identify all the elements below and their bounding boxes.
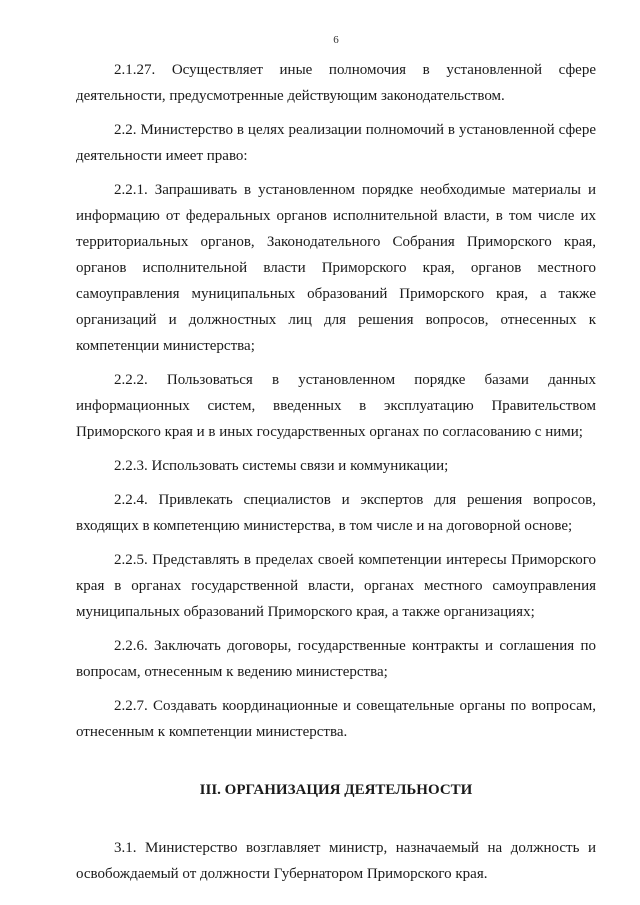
paragraph-2-1-27: 2.1.27. Осуществляет иные полномочия в установленной сфере деятельности, предусмотренные действующим законодательством. <box>76 62 596 104</box>
section-heading: III. ОРГАНИЗАЦИЯ ДЕЯТЕЛЬНОСТИ <box>199 782 473 798</box>
document-body <box>76 57 596 895</box>
paragraph-2-2-3: 2.2.3. Использовать системы связи и коммуникации; <box>114 458 449 474</box>
paragraph-2-2-5: 2.2.5. Представлять в пределах своей компетенции интересы Приморского края в органах государственной власти, органах местного самоуправления муниципальных образований Приморского края, а также организациях; <box>76 552 596 620</box>
paragraph-2-2-2: 2.2.2. Пользоваться в установленном порядке базами данных информационных систем, введенных в эксплуатацию Правительством Приморского края и в иных государственных органах по согласованию с ними; <box>76 372 596 440</box>
paragraph-2-2-1: 2.2.1. Запрашивать в установленном порядке необходимые материалы и информацию от федеральных органов исполнительной власти, в том числе их территориальных органов, Законодательного Собрания Приморского края, органов исполнительной власти Приморского края, органов местного самоуправления муниципальных образований Приморского края, а также организаций и должностных лиц для решения вопросов, отнесенных к компетенции министерства; <box>76 182 596 354</box>
paragraph-2-2-6: 2.2.6. Заключать договоры, государственные контракты и соглашения по вопросам, отнесенным к ведению министерства; <box>76 638 596 680</box>
page-number: 6 <box>333 34 339 46</box>
paragraph-2-2-7: 2.2.7. Создавать координационные и совещательные органы по вопросам, отнесенным к компетенции министерства. <box>76 698 596 740</box>
paragraph-2-2: 2.2. Министерство в целях реализации полномочий в установленной сфере деятельности имеет право: <box>76 122 596 164</box>
paragraph-3-1: 3.1. Министерство возглавляет министр, назначаемый на должность и освобождаемый от должности Губернатором Приморского края. <box>76 840 596 882</box>
paragraph-2-2-4: 2.2.4. Привлекать специалистов и экспертов для решения вопросов, входящих в компетенцию министерства, в том числе и на договорной основе; <box>76 492 596 534</box>
